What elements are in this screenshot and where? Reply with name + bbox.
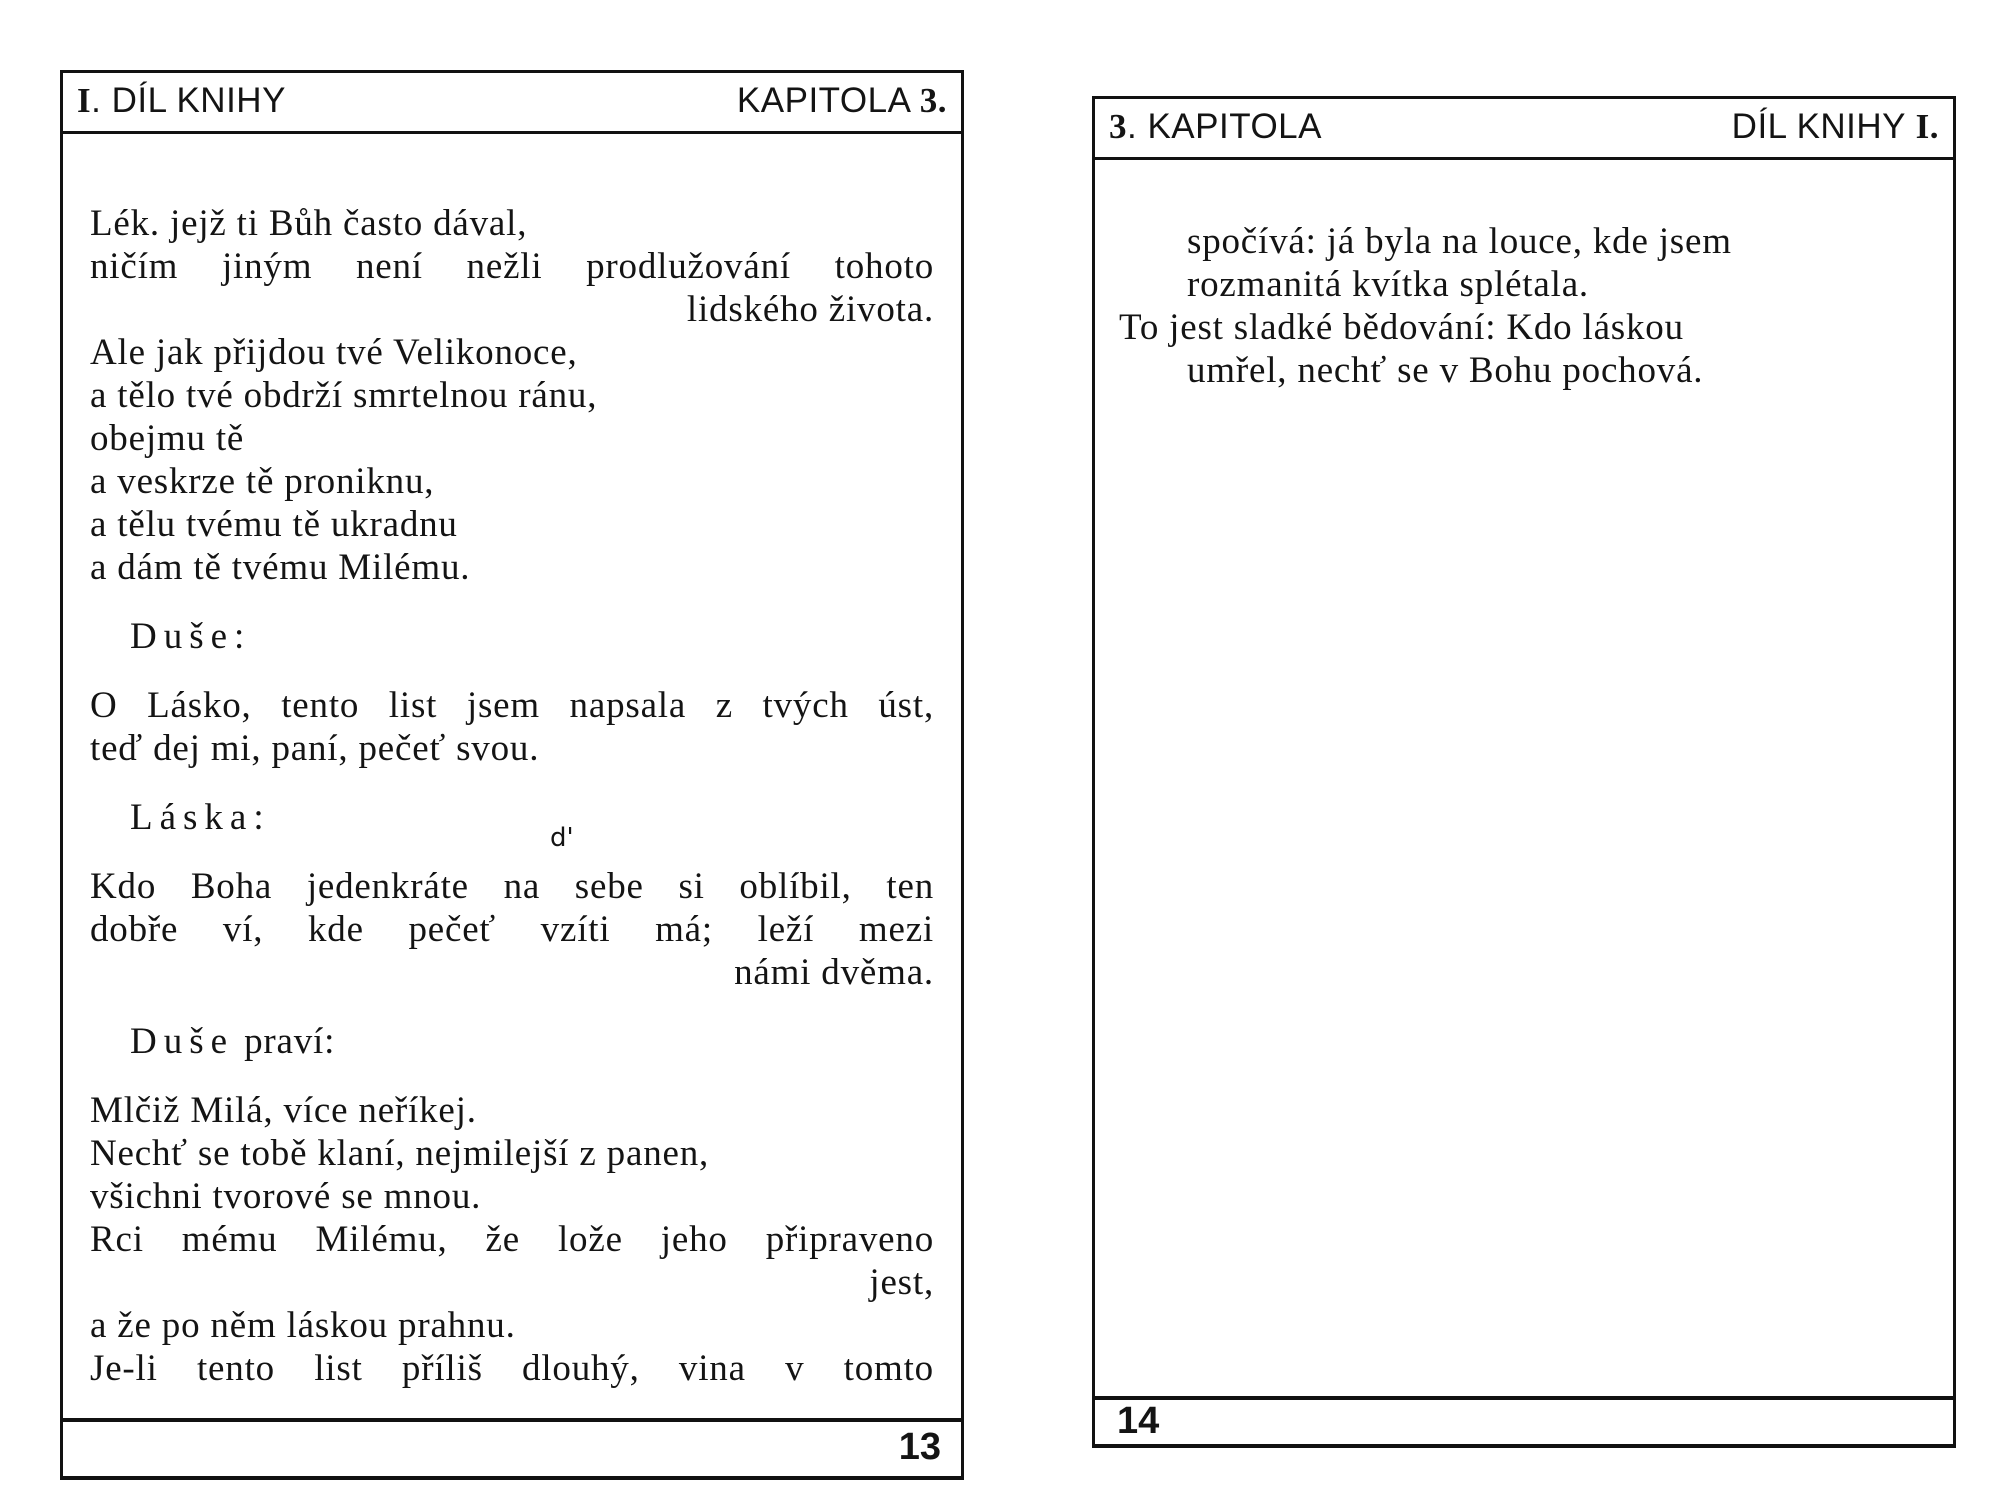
text-line: Ale jak přijdou tvé Velikonoce, bbox=[90, 332, 578, 373]
text-line: Kdo Boha jedenkráte na sebe si oblíbil, ten bbox=[90, 866, 934, 907]
part-heading: DÍL KNIHY I. bbox=[1731, 107, 1939, 146]
left-page-header bbox=[63, 70, 961, 134]
page-number: 14 bbox=[1117, 1400, 1160, 1442]
text-line: To jest sladké bědování: Kdo láskou bbox=[1119, 307, 1684, 348]
text-line: obejmu tě bbox=[90, 418, 245, 459]
text-line: ničím jiným není nežli prodlužování tohoto bbox=[90, 246, 934, 287]
text-line: O Lásko, tento list jsem napsala z tvých úst, bbox=[90, 685, 934, 726]
right-page bbox=[1092, 96, 1956, 1448]
right-page-text bbox=[1119, 220, 1929, 392]
text-line: Rci mému Milému, že lože jeho připraveno bbox=[90, 1219, 934, 1260]
text-line: spočívá: já byla na louce, kde jsem bbox=[1187, 221, 1732, 262]
right-page-footer bbox=[1095, 1396, 1953, 1448]
page-number: 13 bbox=[898, 1426, 941, 1468]
text-line: Je-li tento list příliš dlouhý, vina v tomto bbox=[90, 1348, 934, 1389]
speaker-label: Duše: bbox=[130, 616, 252, 657]
left-page-footer bbox=[63, 1418, 961, 1480]
text-line: a tělo tvé obdrží smrtelnou ránu, bbox=[90, 375, 598, 416]
text-line: Mlčiž Milá, více neříkej. bbox=[90, 1090, 477, 1131]
part-heading: I. DÍL KNIHY bbox=[77, 81, 286, 120]
left-page bbox=[60, 70, 964, 1480]
right-page-header bbox=[1095, 96, 1953, 160]
chapter-heading: 3. KAPITOLA bbox=[1109, 107, 1322, 146]
speaker-label: Duše praví: bbox=[130, 1021, 336, 1062]
chapter-heading: KAPITOLA 3. bbox=[736, 81, 947, 120]
text-line: umřel, nechť se v Bohu pochová. bbox=[1187, 350, 1704, 391]
speaker-label: Láska: bbox=[130, 797, 271, 838]
handwritten-correction: d' bbox=[550, 823, 574, 853]
text-line: rozmanitá kvítka splétala. bbox=[1187, 264, 1589, 305]
text-line: lidského života. bbox=[686, 289, 934, 330]
text-line: Nechť se tobě klaní, nejmilejší z panen, bbox=[90, 1133, 710, 1174]
text-line: Lék. jejž ti Bůh často dával, bbox=[90, 203, 528, 244]
text-line: a dám tě tvému Milému. bbox=[90, 547, 471, 588]
left-page-text bbox=[90, 202, 934, 1390]
text-line: a že po něm láskou prahnu. bbox=[90, 1305, 516, 1346]
text-line: jest, bbox=[869, 1262, 934, 1303]
text-line: teď dej mi, paní, pečeť svou. bbox=[90, 728, 540, 769]
text-line: všichni tvorové se mnou. bbox=[90, 1176, 482, 1217]
text-line: námi dvěma. bbox=[734, 952, 934, 993]
text-line: a veskrze tě proniknu, bbox=[90, 461, 435, 502]
text-line: dobře ví, kde pečeť vzíti má; leží mezi bbox=[90, 909, 934, 950]
text-line: a tělu tvému tě ukradnu bbox=[90, 504, 458, 545]
